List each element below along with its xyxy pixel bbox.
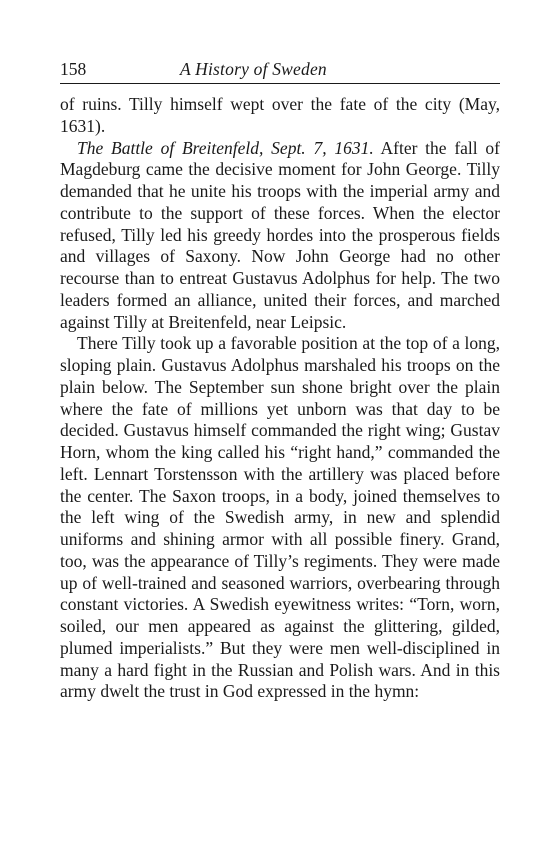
body-text	[60, 94, 500, 703]
book-page	[60, 58, 500, 703]
section-title: The Battle of Breitenfeld, Sept. 7, 1631.	[77, 137, 374, 158]
paragraph-text: of ruins. Tilly himself wept over the fate of the city (May, 1631).	[60, 94, 500, 136]
running-title: A History of Sweden	[180, 59, 327, 79]
page-header	[60, 58, 500, 84]
paragraph-battle	[60, 333, 500, 703]
paragraph-text: There Tilly took up a favorable position at the top of a long, sloping plain. Gustavus Adolphus marshaled his troops on the plain below. The September sun shone bright over the plain where the fate of millions yet unborn was that day to be decided. Gustavus himself commanded the right wing; Gustav Horn, whom the king called his “right hand,” commanded the left. Lennart Torstensson with the artillery was placed before the center. The Saxon troops, in a body, joined themselves to the left wing of the Swedish army, in new and splendid uniforms and shining armor with all possible finery. Grand, too, was the appearance of Tilly’s regiments. They were made up of well-trained and seasoned warriors, overbearing through constant victories. A Swedish eyewitness writes: “Torn, worn, soiled, our men appeared as against the glittering, gilded, plumed imperialists.” But they were men well-disciplined in many a hard fight in the Russian and Polish wars. And in this army dwelt the trust in God expressed in the hymn:	[60, 333, 500, 702]
paragraph-continuation	[60, 94, 500, 138]
paragraph-text: After the fall of Magdeburg came the decisive moment for John George. Tilly demanded that he unite his troops with the imperial army and contribute to the support of these forces. When the elector refused, Tilly led his greedy hordes into the prosperous fields and villages of Saxony. Now John George had no other recourse than to entreat Gustavus Adolphus for help. The two leaders formed an alliance, united their forces, and marched against Tilly at Breitenfeld, near Leipsic.	[60, 137, 500, 332]
page-number: 158	[60, 59, 87, 79]
paragraph-breitenfeld	[60, 138, 500, 334]
